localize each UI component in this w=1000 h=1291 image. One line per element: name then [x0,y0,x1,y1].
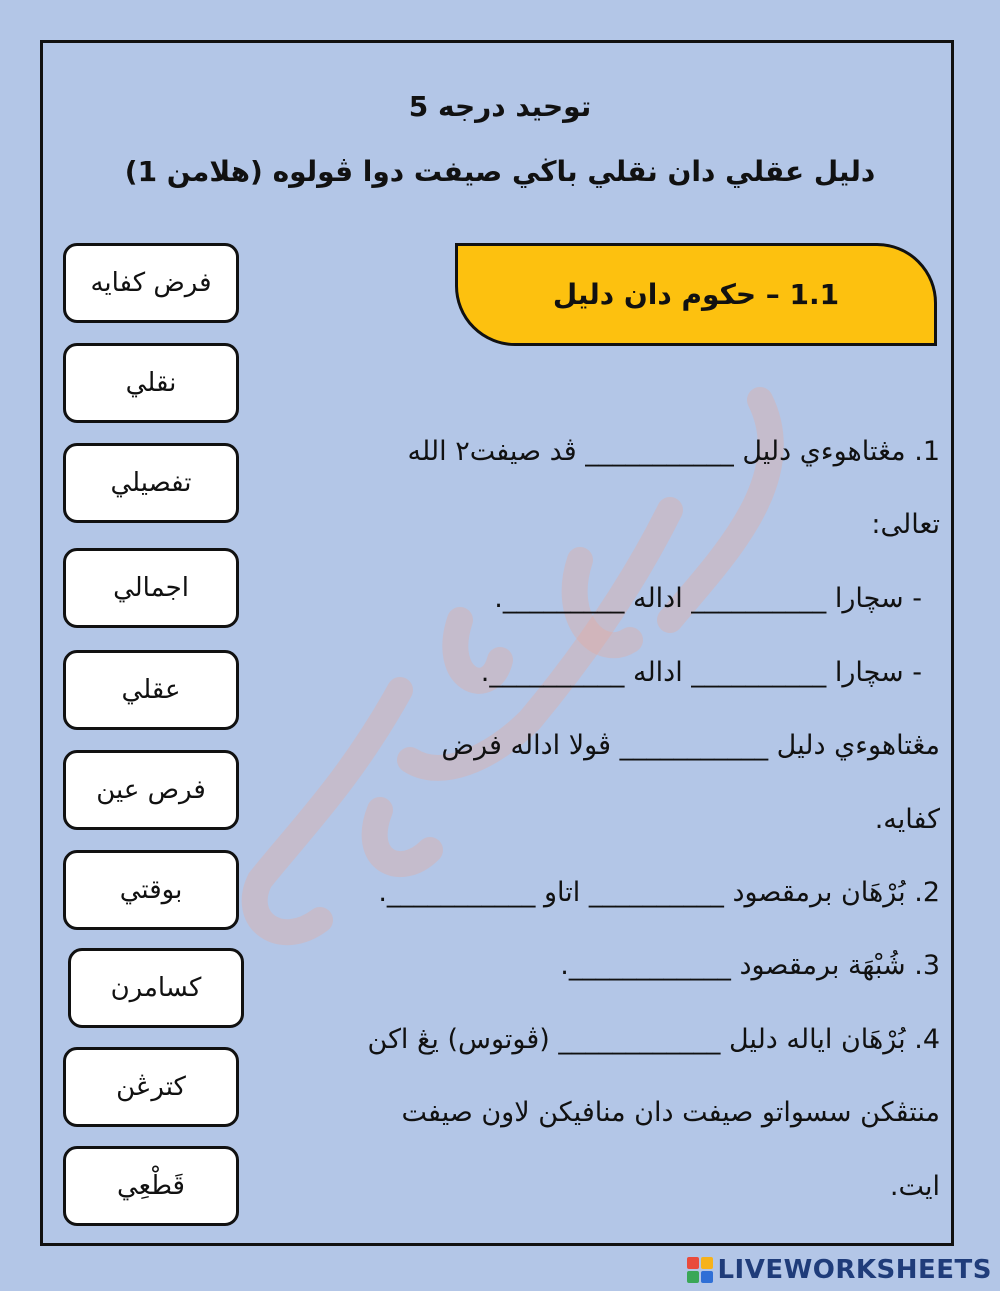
word-card-10[interactable]: قَطْعِي [63,1146,239,1226]
brand-name: LIVEWORKSHEETS [717,1255,992,1285]
question-line-3: - سچارا __________ اداله _________. [494,583,922,614]
word-card-7[interactable]: بوقتي [63,850,239,930]
question-line-5: مڠتاهوءي دليل ___________ ڤولا اداله فرض [441,730,940,761]
word-card-9[interactable]: كترڠن [63,1047,239,1127]
section-banner: 1.1 – حكوم دان دليل [455,243,937,346]
word-card-8[interactable]: كسامرن [68,948,244,1028]
word-card-4[interactable]: اجمالي [63,548,239,628]
question-line-1: 1. مڠتاهوءي دليل ___________ ڤد صيفت٢ الله [407,436,940,467]
liveworksheets-icon [687,1257,713,1283]
word-card-1[interactable]: فرض كفايه [63,243,239,323]
liveworksheets-logo [687,1254,992,1286]
question-line-2: تعالى: [871,509,940,540]
page-title: توحيد درجه 5 [408,90,592,123]
question-line-6: كفايه. [874,804,940,835]
question-line-4: - سچارا __________ اداله __________. [480,657,922,688]
question-line-10: منتڤكن سسواتو صيفت دان منافيكن لاون صيفت [401,1097,940,1128]
question-line-8: 3. شُبْهَة برمقصود ____________. [560,950,940,981]
question-line-9: 4. بُرْهَان اياله دليل ____________ (ڤوتوس) يڠ اكن [367,1024,940,1055]
question-line-11: ايت. [889,1171,940,1202]
word-card-6[interactable]: فرص عين [63,750,239,830]
page-subtitle: دليل عقلي دان نقلي باڬي صيفت دوا ڤولوه (هلامن 1) [124,155,876,188]
word-card-3[interactable]: تفصيلي [63,443,239,523]
word-card-5[interactable]: عقلي [63,650,239,730]
question-line-7: 2. بُرْهَان برمقصود __________ اتاو ___________. [378,877,940,908]
word-card-2[interactable]: نقلي [63,343,239,423]
